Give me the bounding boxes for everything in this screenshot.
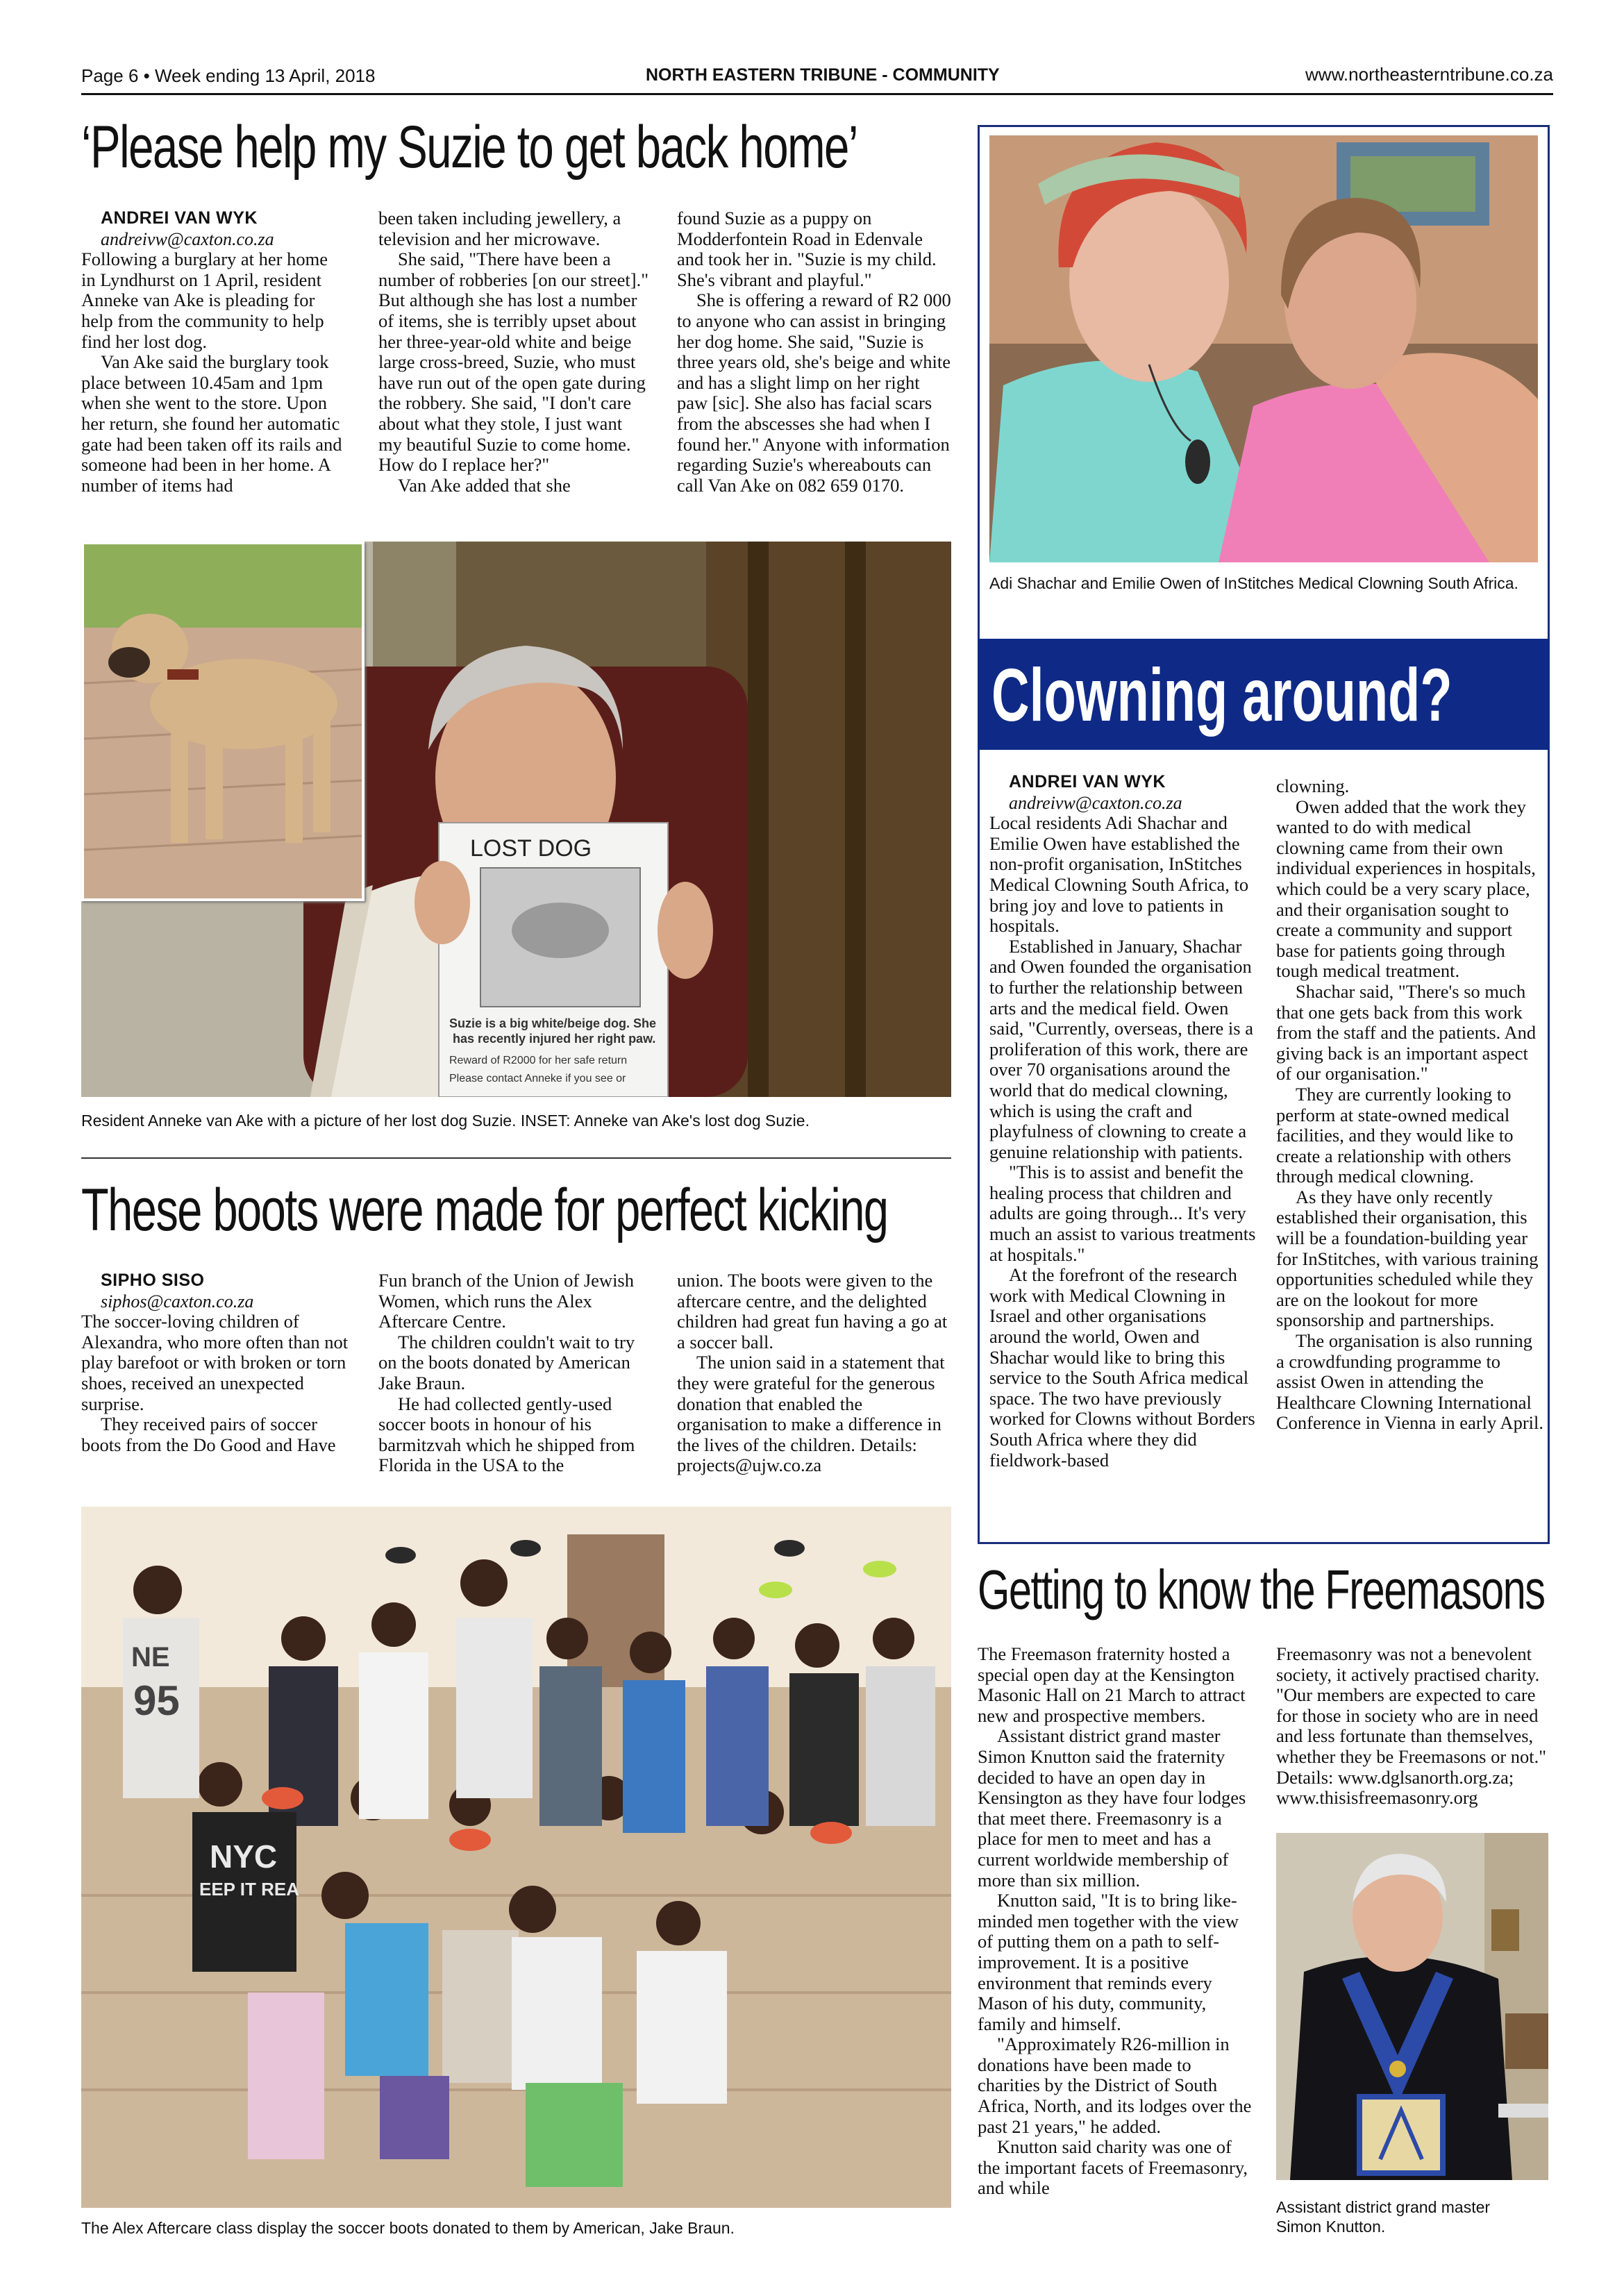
page-info: Page 6 • Week ending 13 April, 2018 xyxy=(81,65,376,86)
paragraph: found Suzie as a puppy on Modderfontein Road in Edenvale and took her in. "Suzie is my child. She's vibrant and playful." xyxy=(677,208,937,290)
suzie-headline: ‘Please help my Suzie to get back home’ xyxy=(81,114,857,181)
poster-line-1: Suzie is a big white/beige dog. She xyxy=(449,1016,657,1030)
paragraph: As they have only recently established their organisation, this will be a foundation-building year for InStitches, with various training opportunities scheduled while they are on the lookout for more sponsorship and partnerships. xyxy=(1276,1186,1539,1331)
paragraph: Assistant district grand master Simon Knutton said the fraternity decided to have an open day in Kensington as they have four lodges that meet there. Freemasonry is a place for men to meet and has a current worldwide membership of more than six million. xyxy=(978,1725,1246,1891)
freemasons-headline: Getting to know the Freemasons xyxy=(978,1559,1545,1620)
header-rule xyxy=(81,93,1553,95)
poster-contact: Please contact Anneke if you see or xyxy=(449,1073,626,1084)
shirt-text: NYC xyxy=(210,1838,278,1875)
suzie-caption: Resident Anneke van Ake with a picture of her lost dog Suzie. INSET: Anneke van Ake's lost dog Suzie. xyxy=(81,1112,810,1130)
suzie-author: ANDREI VAN WYK xyxy=(101,208,258,228)
paragraph: Local residents Adi Shachar and Emilie Owen have established the non-profit organisation, InStitches Medical Clowning South Africa, to bring joy and love to patients in hospitals. xyxy=(989,812,1249,937)
clowning-column-1 xyxy=(989,772,1257,1470)
paragraph: "This is to assist and benefit the healing process that children and adults are going through... It's very much an assist to various treatments at hospitals." xyxy=(989,1162,1256,1265)
children-boots-photo xyxy=(81,1507,951,2208)
section-divider xyxy=(81,1157,951,1159)
suzie-dog-inset xyxy=(81,542,365,901)
paragraph: clowning. xyxy=(1276,776,1350,796)
paragraph: Freemasonry was not a benevolent society, it actively practised charity. "Our members are expected to care for those in society who are in need and less fortunate than themselves, whether they be Freemasons or not." Details: www.dglsanorth.org.za; www.thisisfreemasonry.org xyxy=(1276,1643,1547,1809)
paragraph: The organisation is also running a crowdfunding programme to assist Owen in attending the Healthcare Clowning International Conference in Vienna in early April. xyxy=(1276,1330,1543,1434)
knutton-caption-line-1: Assistant district grand master xyxy=(1276,2198,1491,2216)
paragraph: Owen added that the work they wanted to do with medical clowning came from their own individual experiences in hospitals, which could be a very scary place, and their organisation sought to create a community and support base for patients going through tough medical treatment. xyxy=(1276,796,1536,982)
suzie-column-2 xyxy=(378,208,649,496)
boots-column-3 xyxy=(677,1271,955,1476)
paragraph: Shachar said, "There's so much that one gets back from this work from the staff and the patients. And giving back is an important aspect of our organisation." xyxy=(1276,980,1537,1084)
shirt-text-2: EEP IT REA xyxy=(199,1879,300,1900)
website-url: www.northeasterntribune.co.za xyxy=(1305,64,1553,85)
paragraph: Established in January, Shachar and Owen founded the organisation to further the relationship between arts and the medical field. Owen said, "Currently, overseas, there is a proliferation of this work, there are over 70 organisations around the world that do medical clowning, which is using the craft and playfulness of clowning to create a genuine relationship with patients. xyxy=(989,935,1253,1162)
paragraph: She said, "There have been a number of robberies [on our street]." But although she has lost a number of items, she is terribly upset about her three-year-old white and beige large cross-breed, Suzie, who must have run out of the open gate during the robbery. She said, "I don't care about what they stole, I just want my beautiful Suzie to come home. How do I replace her?" xyxy=(378,249,649,476)
poster-reward: Reward of R2000 for her safe return xyxy=(449,1055,628,1066)
boots-headline: These boots were made for perfect kicking xyxy=(81,1177,888,1243)
knutton-caption-line-2: Simon Knutton. xyxy=(1276,2218,1386,2236)
paragraph: been taken including jewellery, a television and her microwave. xyxy=(378,208,621,249)
paragraph: The soccer-loving children of Alexandra, who more often than not play barefoot or with broken or torn shoes, received an unexpected surprise. xyxy=(81,1311,349,1414)
paragraph: Following a burglary at her home in Lyndhurst on 1 April, resident Anneke van Ake is pleading for help from the community to help find her lost dog. xyxy=(81,249,328,352)
freemasons-column-2 xyxy=(1276,1644,1550,1809)
paragraph: She is offering a reward of R2 000 to anyone who can assist in bringing her dog home. She said, "Suzie is three years old, she's beige and white and has a slight limp on her right paw [sic]. She also has facial scars from the abscesses she had when I found her." Anyone with information regarding Suzie's whereabouts can call Van Ake on 082 659 0170. xyxy=(677,290,951,496)
boots-column-2 xyxy=(378,1271,656,1476)
paragraph: They received pairs of soccer boots from the Do Good and Have xyxy=(81,1414,336,1455)
paragraph: Van Ake said the burglary took place between 10.45am and 1pm when she went to the store. Upon her return, she found her automatic gate had been taken off its rails and someone had been in her home. A number of items had xyxy=(81,351,342,496)
boots-author: SIPHO SISO xyxy=(101,1271,205,1290)
paragraph: Fun branch of the Union of Jewish Women, which runs the Alex Aftercare Centre. xyxy=(378,1270,634,1332)
knutton-photo xyxy=(1276,1833,1548,2180)
suzie-column-1 xyxy=(81,208,345,496)
suzie-email: andreivw@caxton.co.za xyxy=(101,228,274,249)
poster-line-2: has recently injured her right paw. xyxy=(453,1032,656,1046)
boots-caption: The Alex Aftercare class display the soccer boots donated to them by American, Jake Braun. xyxy=(81,2219,735,2237)
knutton-caption xyxy=(1276,2197,1548,2236)
jersey-number: 95 xyxy=(133,1677,180,1724)
paragraph: The Freemason fraternity hosted a special open day at the Kensington Masonic Hall on 21 March to attract new and prospective members. xyxy=(978,1643,1246,1726)
clowns-photo xyxy=(989,135,1538,562)
jersey-text: NE xyxy=(131,1642,170,1673)
paragraph: "Approximately R26-million in donations have been made to charities by the District of South Africa, North, and its lodges over the past 21 years," he added. xyxy=(978,2034,1252,2137)
suzie-column-3 xyxy=(677,208,951,496)
paragraph: Van Ake added that she xyxy=(398,474,571,496)
paragraph: The children couldn't wait to try on the boots donated by American Jake Braun. xyxy=(378,1331,635,1393)
poster-title: LOST DOG xyxy=(470,835,592,862)
freemasons-column-1 xyxy=(978,1644,1252,2199)
clowning-author: ANDREI VAN WYK xyxy=(1009,772,1166,791)
clowning-column-2 xyxy=(1276,776,1543,1434)
paragraph: They are currently looking to perform at state-owned medical facilities, and they would like to create a relationship with others through medical clowning. xyxy=(1276,1083,1514,1187)
paragraph: union. The boots were given to the aftercare centre, and the delighted children had great fun having a go at a soccer ball. xyxy=(677,1270,948,1352)
paragraph: Knutton said charity was one of the important facets of Freemasonry, and while xyxy=(978,2136,1248,2199)
paragraph: He had collected gently-used soccer boots in honour of his barmitzvah which he shipped from Florida in the USA to the xyxy=(378,1393,635,1476)
clowning-headline: Clowning around? xyxy=(991,653,1453,737)
clowns-caption: Adi Shachar and Emilie Owen of InStitches Medical Clowning South Africa. xyxy=(989,574,1518,592)
publication-name: NORTH EASTERN TRIBUNE - COMMUNITY xyxy=(646,65,1000,85)
paragraph: The union said in a statement that they were grateful for the generous donation that enabled the organisation to make a difference in the lives of the children. Details: projects@ujw.co.za xyxy=(677,1352,945,1476)
clowning-email: andreivw@caxton.co.za xyxy=(1009,792,1182,813)
boots-email: siphos@caxton.co.za xyxy=(101,1291,254,1312)
paragraph: Knutton said, "It is to bring like-minded men together with the view of putting them on a path to self-improvement. It is a positive environment that reminds every Mason of his duty, community, family and himself. xyxy=(978,1890,1239,2034)
paragraph: At the forefront of the research work with Medical Clowning in Israel and other organisations around the world, Owen and Shachar would like to bring this service to the South Africa medical space. The two have previously worked for Clowns without Borders South Africa where they did fieldwork-based xyxy=(989,1264,1255,1470)
boots-column-1 xyxy=(81,1271,352,1455)
